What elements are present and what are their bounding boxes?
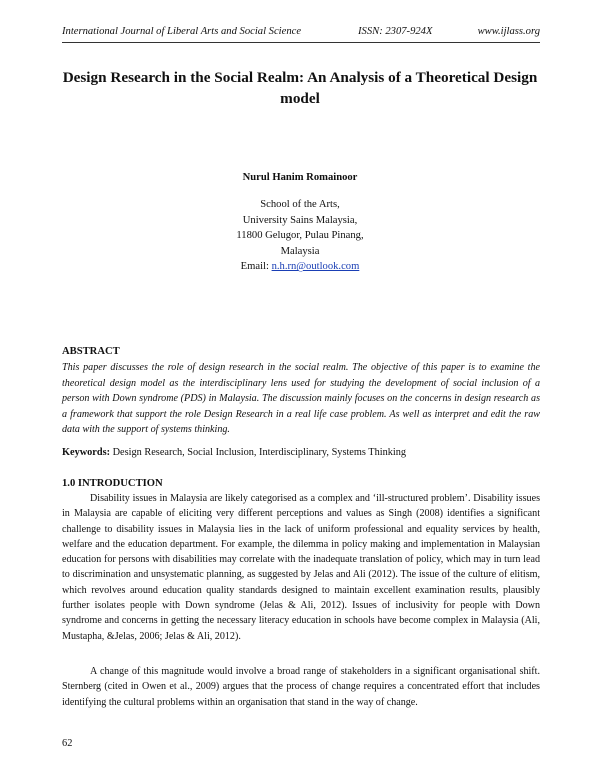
author-name: Nurul Hanim Romainoor xyxy=(242,172,358,183)
affiliation-line: School of the Arts, xyxy=(260,199,340,210)
email-line xyxy=(0,259,600,275)
author-affiliation xyxy=(0,197,600,275)
section-heading: 1.0 INTRODUCTION xyxy=(62,478,163,489)
journal-website: www.ijlass.org xyxy=(477,26,540,37)
issn: ISSN: 2307-924X xyxy=(358,26,433,37)
email-label: Email: xyxy=(240,261,269,273)
paper-title: Design Research in the Social Realm: An Analysis of a Theoretical Design model xyxy=(62,69,538,107)
keywords xyxy=(62,447,540,458)
journal-name: International Journal of Liberal Arts and Social Science xyxy=(62,26,302,37)
running-header xyxy=(62,26,540,43)
body-paragraph: A change of this magnitude would involve a broad range of stakeholders in a significant organisational shift. Sternberg (cited in Owen et al., 2009) argues that the process of change requires a concentrated effort that includes identifying the cultural problems within an organisation that stand in the way of change. xyxy=(62,666,540,708)
affiliation-line: 11800 Gelugor, Pulau Pinang, xyxy=(236,230,364,242)
abstract-heading: ABSTRACT xyxy=(62,346,120,357)
affiliation-line: University Sains Malaysia, xyxy=(242,214,358,226)
affiliation-line: Malaysia xyxy=(280,245,320,257)
email-link[interactable]: n.h.rn@outlook.com xyxy=(271,261,360,273)
keywords-text: Design Research, Social Inclusion, Interdisciplinary, Systems Thinking xyxy=(112,447,407,458)
abstract-text: This paper discusses the role of design research in the social realm. The objective of this paper is to examine the theoretical design model as the interdisciplinary lens used for studying the development of social inclusion of a person with Down syndrome (PDS) in Malaysia. The discussion mainly focuses on the concerns in design research as a framework that support the role Design Research in a real life case problem. As well as interpret and edit the raw data with the support of systems thinking. xyxy=(62,362,540,436)
keywords-label: Keywords: xyxy=(62,447,111,458)
body-paragraph: Disability issues in Malaysia are likely categorised as a complex and ‘ill-structured problem’. Disability issues in Malaysia are capable of eliciting very different perceptions and values as Singh (2008) identifies a significant challenge to disability issues in Malaysia lies in the lack of uniform professional and equality services by health, welfare and the education department. For example, the dilemma in policy making and implementation in Malaysian education for persons with disabilities may correlate with the inadequate translation of policy, which may in turn lead to discrimination and unsystematic planning, as suggested by Jelas and Ali (2012). The issue of the culture of elitism, which revolves around education quality standards designed to maintain excellent examination results, plausibly further isolates people with Down syndrome (Jelas & Ali, 2012). Issues of inclusivity for people with Down syndrome and concerns in getting the necessary literacy education in schools have become complex in Malaysia (Ali, Mustapha, &Jelas, 2006; Jelas & Ali, 2012). xyxy=(62,493,540,642)
page-number: 62 xyxy=(62,738,73,749)
